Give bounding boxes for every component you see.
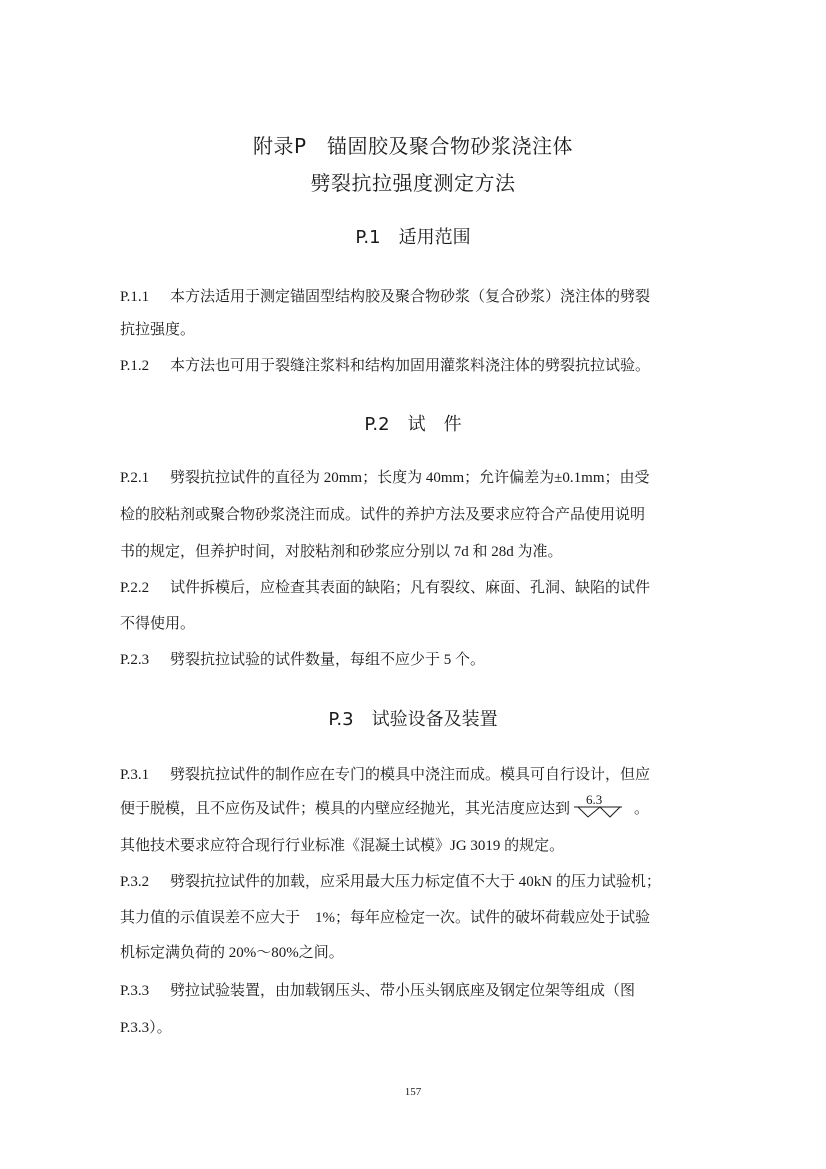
clause-number: P.3.2 — [120, 874, 150, 890]
section-heading-p2: P.2 试 件 — [364, 414, 462, 435]
clause-p3-3-line — [120, 979, 710, 1000]
clause-number: P.2.3 — [120, 652, 150, 668]
clause-number: P.1.2 — [120, 358, 150, 374]
clause-text: 劈拉试验装置，由加载钢压头、带小压头钢底座及钢定位架等组成（图 — [170, 983, 636, 999]
clause-p2-1-continuation: 书的规定，但养护时间，对胶粘剂和砂浆应分别以 7d 和 28d 为准。 — [120, 544, 563, 560]
clause-p1-2-line — [120, 354, 710, 375]
clause-number: P.2.1 — [120, 470, 150, 486]
clause-p2-1-line — [120, 466, 710, 487]
appendix-title: 附录P 锚固胶及聚合物砂浆浇注体 — [252, 134, 574, 158]
clause-p3-1-line — [120, 763, 710, 784]
clause-number: P.1.1 — [120, 289, 150, 305]
clause-number: P.3.3 — [120, 983, 150, 999]
clause-p3-3-continuation: P.3.3）。 — [120, 1020, 172, 1036]
clause-text: 劈裂抗拉试验的试件数量，每组不应少于 5 个。 — [170, 652, 486, 668]
clause-text: 本方法也可用于裂缝注浆料和结构加固用灌浆料浇注体的劈裂抗拉试验。 — [170, 358, 651, 374]
clause-text: 劈裂抗拉试件的直径为 20mm；长度为 40mm；允许偏差为±0.1mm；由受 — [170, 470, 650, 486]
clause-number: P.3.1 — [120, 767, 150, 783]
clause-p1-1-line — [120, 285, 710, 306]
surface-roughness-symbol — [572, 792, 624, 819]
clause-text: 便于脱模，且不应伤及试件；模具的内壁应经抛光，其光洁度应达到 — [120, 801, 571, 817]
clause-p2-3-line — [120, 648, 710, 669]
clause-text: 本方法适用于测定锚固型结构胶及聚合物砂浆（复合砂浆）浇注体的劈裂 — [170, 289, 651, 305]
section-heading-p1: P.1 适用范围 — [355, 227, 471, 248]
clause-p3-1-continuation — [120, 792, 710, 819]
roughness-value: 6.3 — [586, 792, 603, 807]
clause-p2-1-continuation: 检的胶粘剂或聚合物砂浆浇注而成。试件的养护方法及要求应符合产品使用说明 — [120, 507, 646, 523]
sentence-end: 。 — [634, 801, 650, 817]
clause-number: P.2.2 — [120, 580, 150, 596]
clause-text: 劈裂抗拉试件的制作应在专门的模具中浇注而成。模具可自行设计，但应 — [170, 767, 651, 783]
clause-p2-2-continuation: 不得使用。 — [120, 616, 196, 632]
clause-text: 试件拆模后，应检查其表面的缺陷；凡有裂纹、麻面、孔洞、缺陷的试件 — [170, 580, 651, 596]
page-number: 157 — [404, 1086, 422, 1098]
clause-p3-2-continuation: 其力值的示值误差不应大于 1%；每年应检定一次。试件的破坏荷载应处于试验 — [120, 910, 650, 926]
clause-text: 劈裂抗拉试件的加载，应采用最大压力标定值不大于 40kN 的压力试验机； — [170, 874, 661, 890]
section-heading-p3: P.3 试验设备及装置 — [328, 709, 498, 730]
clause-p3-1-continuation: 其他技术要求应符合现行行业标准《混凝土试模》JG 3019 的规定。 — [120, 838, 565, 854]
clause-p2-2-line — [120, 576, 710, 597]
appendix-subtitle: 劈裂抗拉强度测定方法 — [310, 171, 516, 195]
clause-p3-2-continuation: 机标定满负荷的 20%～80%之间。 — [120, 945, 344, 961]
clause-p3-2-line — [120, 870, 710, 891]
clause-p1-1-continuation: 抗拉强度。 — [120, 322, 196, 338]
